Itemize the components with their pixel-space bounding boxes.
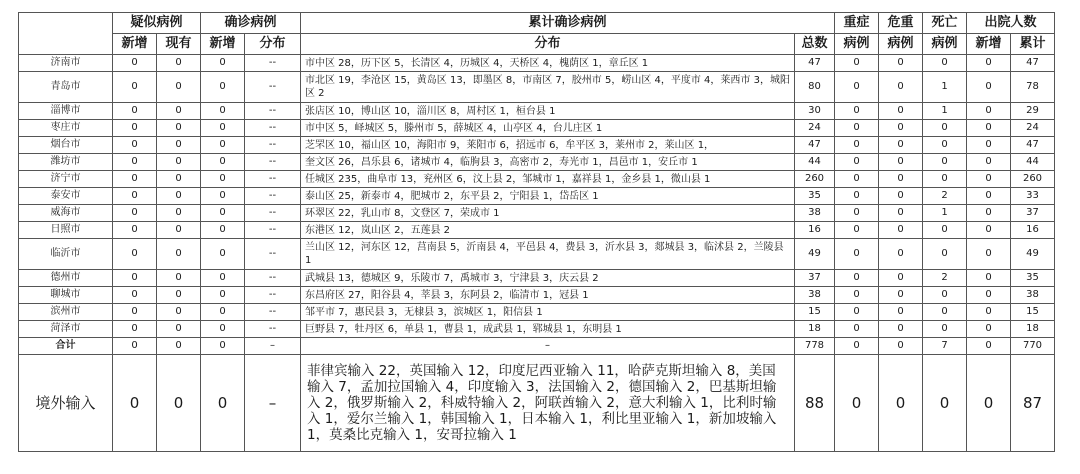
cumulative-distribution-cell: 东昌府区 27，阳谷县 4，莘县 3，东阿县 2，临清市 1，冠县 1 <box>301 287 795 304</box>
confirmed-distribution-cell: -- <box>245 120 301 137</box>
cumulative-distribution-cell: 巨野县 7，牡丹区 6，单县 1，曹县 1，成武县 1，郓城县 1，东明县 1 <box>301 321 795 338</box>
cumulative-distribution-cell: 芝罘区 10，福山区 10，海阳市 9，莱阳市 6，招远市 6，牟平区 3，莱州市 2，莱山区 1， <box>301 137 795 154</box>
cumulative-distribution-cell: 市北区 19，李沧区 15，黄岛区 13，即墨区 8，市南区 7，胶州市 5，崂山区 4，平度市 4，莱西市 3，城阳区 2 <box>301 72 795 103</box>
table-row <box>19 72 1055 103</box>
discharged-cumulative-cell: 44 <box>1011 154 1055 171</box>
confirmed-distribution-cell: -- <box>245 72 301 103</box>
discharged-cumulative-cell: 47 <box>1011 55 1055 72</box>
suspected-current-cell: 0 <box>157 137 201 154</box>
death-cell: 2 <box>923 188 967 205</box>
suspected-current-cell: 0 <box>157 103 201 120</box>
header-row-group <box>19 13 1055 34</box>
cumulative-distribution-cell: 奎文区 26，昌乐县 6，诸城市 4，临朐县 3，高密市 2，寿光市 1，昌邑市 1，安丘市 1 <box>301 154 795 171</box>
city-name-cell: 济宁市 <box>19 171 113 188</box>
severe-cell: 0 <box>835 120 879 137</box>
death-cell: 1 <box>923 72 967 103</box>
suspected-new-cell: 0 <box>113 72 157 103</box>
table-row <box>19 205 1055 222</box>
discharged-new-cell: 0 <box>967 239 1011 270</box>
imported-d-new-cell: 0 <box>967 355 1011 452</box>
cumulative-total-cell: 18 <box>795 321 835 338</box>
table-row <box>19 154 1055 171</box>
suspected-current-cell: 0 <box>157 205 201 222</box>
critical-cell: 0 <box>879 188 923 205</box>
city-name-cell: 聊城市 <box>19 287 113 304</box>
city-name-cell: 威海市 <box>19 205 113 222</box>
city-name-cell: 烟台市 <box>19 137 113 154</box>
severe-cell: 0 <box>835 304 879 321</box>
suspected-current-cell: 0 <box>157 270 201 287</box>
confirmed-new-cell: 0 <box>201 270 245 287</box>
cumulative-total-cell: 35 <box>795 188 835 205</box>
severe-cell: 0 <box>835 171 879 188</box>
subheader-cumulative-total: 总数 <box>795 34 835 55</box>
discharged-new-cell: 0 <box>967 270 1011 287</box>
severe-cell: 0 <box>835 287 879 304</box>
confirmed-new-cell: 0 <box>201 55 245 72</box>
discharged-cumulative-cell: 37 <box>1011 205 1055 222</box>
city-name-cell: 临沂市 <box>19 239 113 270</box>
suspected-current-cell: 0 <box>157 222 201 239</box>
death-cell: 1 <box>923 103 967 120</box>
total-severe-cell: 0 <box>835 338 879 355</box>
suspected-current-cell: 0 <box>157 304 201 321</box>
suspected-new-cell: 0 <box>113 321 157 338</box>
header-cumulative: 累计确诊病例 <box>301 13 835 34</box>
critical-cell: 0 <box>879 205 923 222</box>
confirmed-new-cell: 0 <box>201 154 245 171</box>
city-name-cell: 日照市 <box>19 222 113 239</box>
table-row <box>19 103 1055 120</box>
suspected-current-cell: 0 <box>157 171 201 188</box>
discharged-new-cell: 0 <box>967 137 1011 154</box>
death-cell: 0 <box>923 137 967 154</box>
covid-stats-table <box>18 12 1055 452</box>
subheader-confirmed-distribution: 分布 <box>245 34 301 55</box>
suspected-new-cell: 0 <box>113 55 157 72</box>
cumulative-distribution-cell: 邹平市 7，惠民县 3，无棣县 3，滨城区 1，阳信县 1 <box>301 304 795 321</box>
discharged-cumulative-cell: 260 <box>1011 171 1055 188</box>
confirmed-distribution-cell: -- <box>245 304 301 321</box>
imported-total-cell: 88 <box>795 355 835 452</box>
suspected-new-cell: 0 <box>113 304 157 321</box>
cumulative-total-cell: 15 <box>795 304 835 321</box>
critical-cell: 0 <box>879 304 923 321</box>
cumulative-total-cell: 49 <box>795 239 835 270</box>
imported-s-new-cell: 0 <box>113 355 157 452</box>
subheader-severe-cases: 病例 <box>835 34 879 55</box>
severe-cell: 0 <box>835 72 879 103</box>
death-cell: 0 <box>923 304 967 321</box>
table-row <box>19 270 1055 287</box>
critical-cell: 0 <box>879 222 923 239</box>
confirmed-distribution-cell: -- <box>245 154 301 171</box>
confirmed-new-cell: 0 <box>201 205 245 222</box>
subheader-critical-cases: 病例 <box>879 34 923 55</box>
cumulative-distribution-cell: 市中区 5，峄城区 5，滕州市 5，薛城区 4，山亭区 4，台儿庄区 1 <box>301 120 795 137</box>
imported-critical-cell: 0 <box>879 355 923 452</box>
total-s-new-cell: 0 <box>113 338 157 355</box>
total-row <box>19 338 1055 355</box>
severe-cell: 0 <box>835 270 879 287</box>
subheader-death-cases: 病例 <box>923 34 967 55</box>
table-row <box>19 120 1055 137</box>
severe-cell: 0 <box>835 55 879 72</box>
imported-s-cur-cell: 0 <box>157 355 201 452</box>
total-s-cur-cell: 0 <box>157 338 201 355</box>
cumulative-total-cell: 38 <box>795 287 835 304</box>
header-death: 死亡 <box>923 13 967 34</box>
table-row <box>19 239 1055 270</box>
critical-cell: 0 <box>879 137 923 154</box>
imported-c-dist-cell: – <box>245 355 301 452</box>
confirmed-new-cell: 0 <box>201 120 245 137</box>
suspected-current-cell: 0 <box>157 72 201 103</box>
death-cell: 0 <box>923 154 967 171</box>
total-label-cell: 合计 <box>19 338 113 355</box>
confirmed-distribution-cell: -- <box>245 222 301 239</box>
table-row <box>19 171 1055 188</box>
discharged-new-cell: 0 <box>967 304 1011 321</box>
severe-cell: 0 <box>835 188 879 205</box>
confirmed-new-cell: 0 <box>201 304 245 321</box>
suspected-current-cell: 0 <box>157 239 201 270</box>
death-cell: 0 <box>923 171 967 188</box>
discharged-new-cell: 0 <box>967 205 1011 222</box>
confirmed-new-cell: 0 <box>201 171 245 188</box>
imported-cases-row <box>19 355 1055 452</box>
severe-cell: 0 <box>835 239 879 270</box>
imported-death-cell: 0 <box>923 355 967 452</box>
cumulative-distribution-cell: 任城区 235，曲阜市 13，兖州区 6，汶上县 2，邹城市 1，嘉祥县 1，金乡县 1，微山县 1 <box>301 171 795 188</box>
cumulative-total-cell: 30 <box>795 103 835 120</box>
imported-label-cell: 境外输入 <box>19 355 113 452</box>
table-row <box>19 321 1055 338</box>
critical-cell: 0 <box>879 321 923 338</box>
confirmed-new-cell: 0 <box>201 222 245 239</box>
table-row <box>19 55 1055 72</box>
confirmed-distribution-cell: -- <box>245 239 301 270</box>
imported-cum-dist-cell: 菲律宾输入 22，英国输入 12，印度尼西亚输入 11，哈萨克斯坦输入 8，美国输入 7，孟加拉国输入 4，印度输入 3，法国输入 2，德国输入 2，巴基斯坦输入 2，俄罗斯输入 2，科威特输入 2，阿联酋输入 2，意大利输入 1，比利时输入 1，爱尔兰输入 1，韩国输入 1，日本输入 1，利比里亚输入 1，新加坡输入 1，莫桑比克输入 1，安哥拉输入 1 <box>301 355 795 452</box>
table-row <box>19 137 1055 154</box>
severe-cell: 0 <box>835 103 879 120</box>
cumulative-distribution-cell: 东港区 12，岚山区 2，五莲县 2 <box>301 222 795 239</box>
discharged-cumulative-cell: 29 <box>1011 103 1055 120</box>
total-d-cum-cell: 770 <box>1011 338 1055 355</box>
cumulative-total-cell: 37 <box>795 270 835 287</box>
cumulative-total-cell: 38 <box>795 205 835 222</box>
cumulative-total-cell: 260 <box>795 171 835 188</box>
city-name-cell: 德州市 <box>19 270 113 287</box>
suspected-new-cell: 0 <box>113 120 157 137</box>
cumulative-distribution-cell: 泰山区 25，新泰市 4，肥城市 2，东平县 2，宁阳县 1，岱岳区 1 <box>301 188 795 205</box>
discharged-cumulative-cell: 15 <box>1011 304 1055 321</box>
critical-cell: 0 <box>879 103 923 120</box>
header-corner-cell <box>19 13 113 55</box>
imported-d-cum-cell: 87 <box>1011 355 1055 452</box>
death-cell: 0 <box>923 222 967 239</box>
cumulative-total-cell: 16 <box>795 222 835 239</box>
critical-cell: 0 <box>879 72 923 103</box>
city-name-cell: 济南市 <box>19 55 113 72</box>
imported-severe-cell: 0 <box>835 355 879 452</box>
discharged-cumulative-cell: 38 <box>1011 287 1055 304</box>
cumulative-total-cell: 44 <box>795 154 835 171</box>
subheader-confirmed-new: 新增 <box>201 34 245 55</box>
confirmed-distribution-cell: -- <box>245 55 301 72</box>
cumulative-total-cell: 47 <box>795 137 835 154</box>
death-cell: 1 <box>923 205 967 222</box>
discharged-new-cell: 0 <box>967 188 1011 205</box>
discharged-new-cell: 0 <box>967 154 1011 171</box>
suspected-new-cell: 0 <box>113 188 157 205</box>
death-cell: 0 <box>923 239 967 270</box>
suspected-current-cell: 0 <box>157 55 201 72</box>
cumulative-distribution-cell: 环翠区 22，乳山市 8，文登区 7，荣成市 1 <box>301 205 795 222</box>
confirmed-distribution-cell: -- <box>245 205 301 222</box>
city-name-cell: 泰安市 <box>19 188 113 205</box>
death-cell: 0 <box>923 55 967 72</box>
suspected-current-cell: 0 <box>157 287 201 304</box>
total-c-new-cell: 0 <box>201 338 245 355</box>
imported-c-new-cell: 0 <box>201 355 245 452</box>
critical-cell: 0 <box>879 55 923 72</box>
cumulative-distribution-cell: 市中区 28，历下区 5，长清区 4，历城区 4，天桥区 4，槐荫区 1，章丘区 1 <box>301 55 795 72</box>
confirmed-distribution-cell: -- <box>245 188 301 205</box>
header-confirmed: 确诊病例 <box>201 13 301 34</box>
header-row-sub <box>19 34 1055 55</box>
discharged-new-cell: 0 <box>967 171 1011 188</box>
header-severe: 重症 <box>835 13 879 34</box>
discharged-cumulative-cell: 16 <box>1011 222 1055 239</box>
suspected-new-cell: 0 <box>113 287 157 304</box>
critical-cell: 0 <box>879 120 923 137</box>
confirmed-new-cell: 0 <box>201 137 245 154</box>
severe-cell: 0 <box>835 137 879 154</box>
discharged-new-cell: 0 <box>967 72 1011 103</box>
city-name-cell: 枣庄市 <box>19 120 113 137</box>
confirmed-new-cell: 0 <box>201 188 245 205</box>
total-d-new-cell: 0 <box>967 338 1011 355</box>
total-death-cell: 7 <box>923 338 967 355</box>
discharged-cumulative-cell: 47 <box>1011 137 1055 154</box>
cumulative-distribution-cell: 武城县 13，德城区 9，乐陵市 7，禹城市 3，宁津县 3，庆云县 2 <box>301 270 795 287</box>
city-name-cell: 滨州市 <box>19 304 113 321</box>
confirmed-distribution-cell: -- <box>245 270 301 287</box>
confirmed-new-cell: 0 <box>201 287 245 304</box>
table-row <box>19 222 1055 239</box>
cumulative-total-cell: 80 <box>795 72 835 103</box>
suspected-current-cell: 0 <box>157 154 201 171</box>
severe-cell: 0 <box>835 205 879 222</box>
confirmed-new-cell: 0 <box>201 321 245 338</box>
cumulative-total-cell: 47 <box>795 55 835 72</box>
death-cell: 0 <box>923 120 967 137</box>
total-critical-cell: 0 <box>879 338 923 355</box>
critical-cell: 0 <box>879 154 923 171</box>
severe-cell: 0 <box>835 222 879 239</box>
subheader-cumulative-distribution: 分布 <box>301 34 795 55</box>
confirmed-new-cell: 0 <box>201 72 245 103</box>
confirmed-new-cell: 0 <box>201 239 245 270</box>
total-c-dist-cell: – <box>245 338 301 355</box>
header-critical: 危重 <box>879 13 923 34</box>
city-name-cell: 潍坊市 <box>19 154 113 171</box>
total-total-cell: 778 <box>795 338 835 355</box>
discharged-new-cell: 0 <box>967 222 1011 239</box>
cumulative-distribution-cell: 张店区 10，博山区 10，淄川区 8，周村区 1，桓台县 1 <box>301 103 795 120</box>
discharged-new-cell: 0 <box>967 321 1011 338</box>
critical-cell: 0 <box>879 287 923 304</box>
critical-cell: 0 <box>879 171 923 188</box>
suspected-new-cell: 0 <box>113 270 157 287</box>
discharged-cumulative-cell: 33 <box>1011 188 1055 205</box>
table-row <box>19 287 1055 304</box>
suspected-new-cell: 0 <box>113 137 157 154</box>
suspected-new-cell: 0 <box>113 154 157 171</box>
suspected-current-cell: 0 <box>157 321 201 338</box>
total-cum-dist-cell: – <box>301 338 795 355</box>
city-name-cell: 淄博市 <box>19 103 113 120</box>
covid-stats-table-container <box>18 12 1055 452</box>
suspected-new-cell: 0 <box>113 171 157 188</box>
suspected-current-cell: 0 <box>157 188 201 205</box>
discharged-cumulative-cell: 78 <box>1011 72 1055 103</box>
confirmed-new-cell: 0 <box>201 103 245 120</box>
confirmed-distribution-cell: -- <box>245 103 301 120</box>
confirmed-distribution-cell: -- <box>245 137 301 154</box>
cumulative-distribution-cell: 兰山区 12，河东区 12，莒南县 5，沂南县 4，平邑县 4，费县 3，沂水县 3，郯城县 3，临沭县 2，兰陵县 1 <box>301 239 795 270</box>
discharged-cumulative-cell: 18 <box>1011 321 1055 338</box>
table-row <box>19 188 1055 205</box>
discharged-cumulative-cell: 24 <box>1011 120 1055 137</box>
suspected-new-cell: 0 <box>113 239 157 270</box>
suspected-new-cell: 0 <box>113 103 157 120</box>
header-suspected: 疑似病例 <box>113 13 201 34</box>
critical-cell: 0 <box>879 239 923 270</box>
discharged-cumulative-cell: 49 <box>1011 239 1055 270</box>
critical-cell: 0 <box>879 270 923 287</box>
severe-cell: 0 <box>835 321 879 338</box>
subheader-discharged-new: 新增 <box>967 34 1011 55</box>
confirmed-distribution-cell: -- <box>245 171 301 188</box>
subheader-suspected-new: 新增 <box>113 34 157 55</box>
cumulative-total-cell: 24 <box>795 120 835 137</box>
discharged-new-cell: 0 <box>967 120 1011 137</box>
confirmed-distribution-cell: -- <box>245 287 301 304</box>
city-name-cell: 菏泽市 <box>19 321 113 338</box>
city-name-cell: 青岛市 <box>19 72 113 103</box>
suspected-current-cell: 0 <box>157 120 201 137</box>
discharged-new-cell: 0 <box>967 55 1011 72</box>
table-row <box>19 304 1055 321</box>
discharged-cumulative-cell: 35 <box>1011 270 1055 287</box>
confirmed-distribution-cell: -- <box>245 321 301 338</box>
death-cell: 0 <box>923 287 967 304</box>
header-discharged: 出院人数 <box>967 13 1055 34</box>
severe-cell: 0 <box>835 154 879 171</box>
discharged-new-cell: 0 <box>967 287 1011 304</box>
discharged-new-cell: 0 <box>967 103 1011 120</box>
death-cell: 2 <box>923 270 967 287</box>
subheader-suspected-current: 现有 <box>157 34 201 55</box>
suspected-new-cell: 0 <box>113 222 157 239</box>
suspected-new-cell: 0 <box>113 205 157 222</box>
subheader-discharged-cumulative: 累计 <box>1011 34 1055 55</box>
death-cell: 0 <box>923 321 967 338</box>
